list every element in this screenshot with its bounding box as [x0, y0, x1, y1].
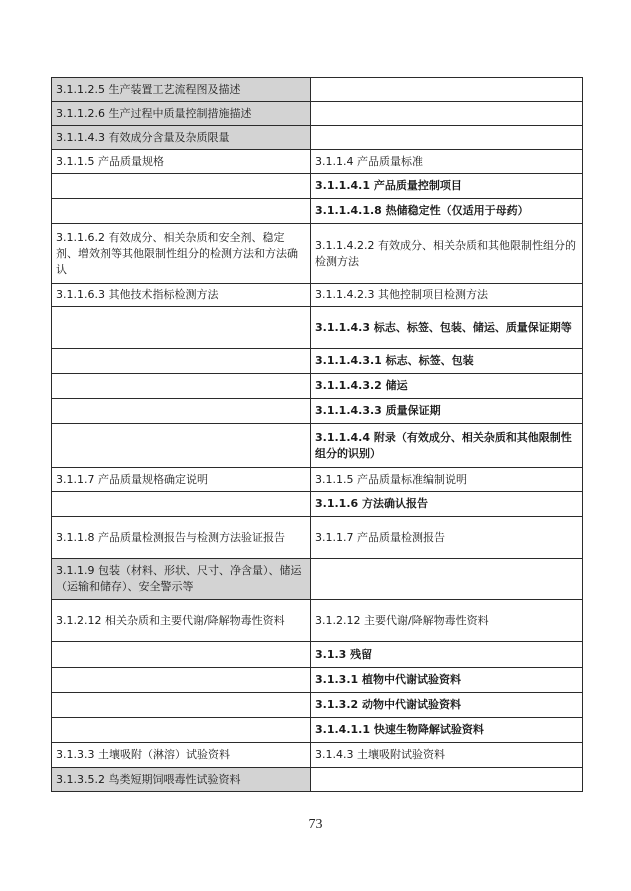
table-row — [52, 284, 583, 307]
right-cell: 3.1.1.7 产品质量检测报告 — [311, 517, 583, 559]
left-cell — [52, 399, 311, 424]
table-row — [52, 224, 583, 284]
left-cell — [52, 307, 311, 349]
left-cell: 3.1.1.6.3 其他技术指标检测方法 — [52, 284, 311, 307]
right-cell — [311, 768, 583, 792]
right-cell: 3.1.1.5 产品质量标准编制说明 — [311, 468, 583, 492]
left-cell: 3.1.3.3 土壤吸附（淋溶）试验资料 — [52, 743, 311, 768]
table-row — [52, 399, 583, 424]
left-cell: 3.1.3.5.2 鸟类短期饲喂毒性试验资料 — [52, 768, 311, 792]
left-cell: 3.1.1.9 包装（材料、形状、尺寸、净含量）、储运（运输和储存）、安全警示等 — [52, 559, 311, 600]
table-row — [52, 174, 583, 199]
right-cell: 3.1.1.4.3.3 质量保证期 — [311, 399, 583, 424]
right-cell: 3.1.1.4.2.2 有效成分、相关杂质和其他限制性组分的检测方法 — [311, 224, 583, 284]
comparison-table — [51, 77, 583, 792]
left-cell — [52, 424, 311, 468]
left-cell: 3.1.1.4.3 有效成分含量及杂质限量 — [52, 126, 311, 150]
left-cell — [52, 374, 311, 399]
left-cell: 3.1.1.8 产品质量检测报告与检测方法验证报告 — [52, 517, 311, 559]
right-cell: 3.1.1.4.3.2 储运 — [311, 374, 583, 399]
table-row — [52, 78, 583, 102]
right-cell: 3.1.1.4 产品质量标准 — [311, 150, 583, 174]
right-cell — [311, 126, 583, 150]
right-cell: 3.1.1.4.4 附录（有效成分、相关杂质和其他限制性组分的识别） — [311, 424, 583, 468]
right-cell: 3.1.3.1 植物中代谢试验资料 — [311, 668, 583, 693]
left-cell — [52, 349, 311, 374]
table-row — [52, 349, 583, 374]
right-cell: 3.1.3.2 动物中代谢试验资料 — [311, 693, 583, 718]
table-row — [52, 768, 583, 792]
right-cell — [311, 102, 583, 126]
right-cell — [311, 78, 583, 102]
table-row — [52, 668, 583, 693]
table-row — [52, 600, 583, 642]
left-cell: 3.1.1.2.6 生产过程中质量控制措施描述 — [52, 102, 311, 126]
left-cell — [52, 492, 311, 517]
table-row — [52, 517, 583, 559]
right-cell: 3.1.4.1.1 快速生物降解试验资料 — [311, 718, 583, 743]
left-cell — [52, 174, 311, 199]
left-cell — [52, 693, 311, 718]
table-row — [52, 102, 583, 126]
right-cell — [311, 559, 583, 600]
left-cell: 3.1.1.2.5 生产装置工艺流程图及描述 — [52, 78, 311, 102]
right-cell: 3.1.1.4.3.1 标志、标签、包装 — [311, 349, 583, 374]
right-cell: 3.1.1.4.1 产品质量控制项目 — [311, 174, 583, 199]
table-row — [52, 468, 583, 492]
right-cell: 3.1.4.3 土壤吸附试验资料 — [311, 743, 583, 768]
right-cell: 3.1.3 残留 — [311, 642, 583, 668]
table-row — [52, 374, 583, 399]
table-row — [52, 126, 583, 150]
right-cell: 3.1.1.6 方法确认报告 — [311, 492, 583, 517]
table-row — [52, 492, 583, 517]
left-cell — [52, 642, 311, 668]
left-cell: 3.1.2.12 相关杂质和主要代谢/降解物毒性资料 — [52, 600, 311, 642]
left-cell — [52, 199, 311, 224]
left-cell: 3.1.1.7 产品质量规格确定说明 — [52, 468, 311, 492]
left-cell — [52, 718, 311, 743]
left-cell: 3.1.1.6.2 有效成分、相关杂质和安全剂、稳定剂、增效剂等其他限制性组分的检测方法和方法确认 — [52, 224, 311, 284]
right-cell: 3.1.1.4.1.8 热储稳定性（仅适用于母药） — [311, 199, 583, 224]
right-cell: 3.1.1.4.3 标志、标签、包装、储运、质量保证期等 — [311, 307, 583, 349]
left-cell: 3.1.1.5 产品质量规格 — [52, 150, 311, 174]
table-row — [52, 199, 583, 224]
left-cell — [52, 668, 311, 693]
table-row — [52, 559, 583, 600]
right-cell: 3.1.2.12 主要代谢/降解物毒性资料 — [311, 600, 583, 642]
table-row — [52, 424, 583, 468]
page-number: 73 — [308, 817, 323, 832]
table-row — [52, 307, 583, 349]
table-row — [52, 743, 583, 768]
table-row — [52, 642, 583, 668]
table-row — [52, 693, 583, 718]
table-row — [52, 718, 583, 743]
table-row — [52, 150, 583, 174]
right-cell: 3.1.1.4.2.3 其他控制项目检测方法 — [311, 284, 583, 307]
